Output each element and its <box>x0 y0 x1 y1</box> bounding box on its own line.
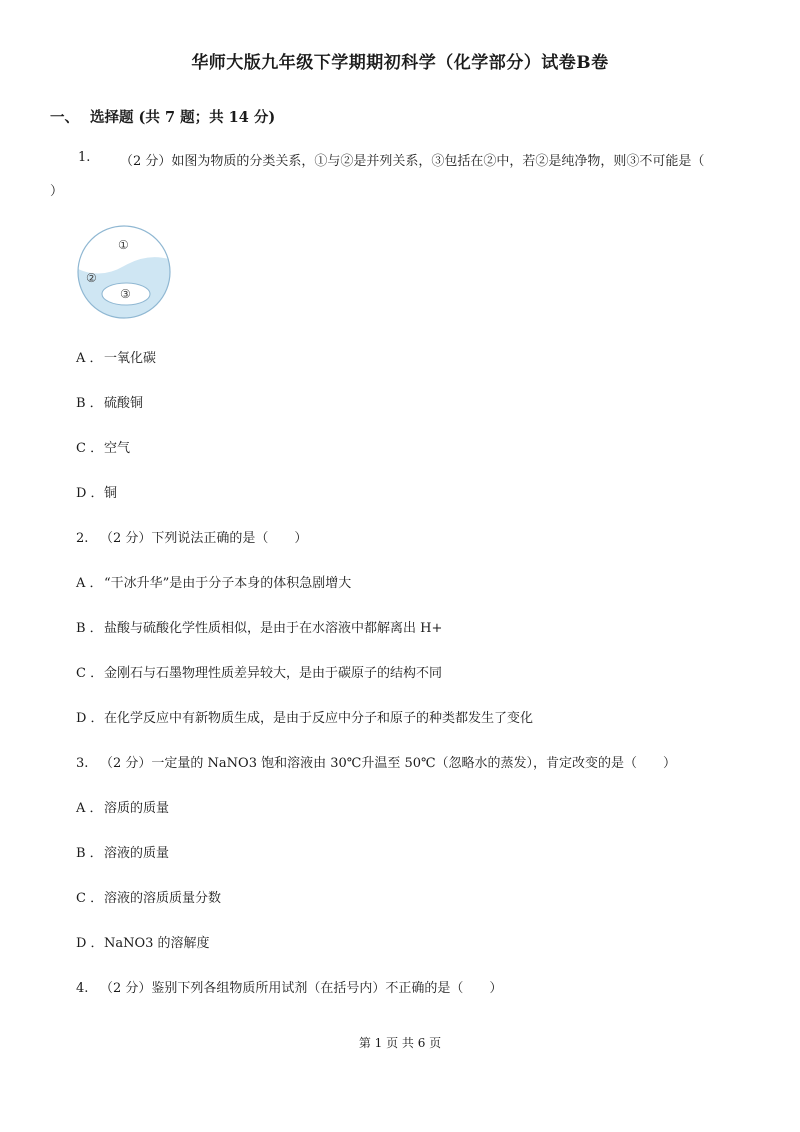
question-4-number: 4. <box>76 981 89 996</box>
diagram-label-1: ① <box>118 238 129 252</box>
option-text: 溶质的质量 <box>104 801 170 816</box>
question-2-option-a <box>76 572 351 591</box>
question-4-stem: （2 分）鉴别下列各组物质所用试剂（在括号内）不正确的是（ ） <box>100 981 503 996</box>
question-1-option-a <box>76 347 156 366</box>
question-1-number: 1. <box>78 150 91 165</box>
question-3-stem: （2 分）一定量的 NaNO3 饱和溶液由 30℃升温至 50℃（忽略水的蒸发），肯定改变的是（ ） <box>100 756 677 771</box>
classification-diagram <box>76 224 172 320</box>
question-3-option-d <box>76 932 210 951</box>
option-text: 铜 <box>104 486 118 501</box>
option-label: A ． <box>76 801 103 816</box>
question-2-option-b <box>76 617 442 636</box>
question-2-option-c <box>76 662 442 681</box>
option-text: 盐酸与硫酸化学性质相似，是由于在水溶液中都解离出 H+ <box>104 621 443 636</box>
option-text: 空气 <box>104 441 131 456</box>
question-3-option-c <box>76 887 221 906</box>
question-4 <box>76 977 502 996</box>
question-2 <box>76 527 307 546</box>
section-heading <box>50 106 275 127</box>
question-2-number: 2. <box>76 531 89 546</box>
question-2-option-d <box>76 707 533 726</box>
option-text: 硫酸铜 <box>104 396 144 411</box>
option-text: 溶液的溶质质量分数 <box>104 891 222 906</box>
question-2-stem: （2 分）下列说法正确的是（ ） <box>100 531 308 546</box>
option-label: C ． <box>76 666 104 681</box>
question-3-option-b <box>76 842 169 861</box>
option-label: D ． <box>76 486 104 501</box>
question-3 <box>76 752 676 771</box>
question-3-number: 3. <box>76 756 89 771</box>
section-number: 一、 <box>50 109 79 126</box>
option-text: 金刚石与石墨物理性质差异较大，是由于碳原子的结构不同 <box>104 666 443 681</box>
option-label: A ． <box>76 576 103 591</box>
option-label: D ． <box>76 711 104 726</box>
page-title: 华师大版九年级下学期期初科学（化学部分）试卷B卷 <box>191 53 609 73</box>
option-label: B ． <box>76 396 103 411</box>
option-text: NaNO3 的溶解度 <box>104 936 210 951</box>
option-text: 一氧化碳 <box>104 351 157 366</box>
question-1-stem: （2 分）如图为物质的分类关系，①与②是并列关系，③包括在②中，若②是纯净物，则③不可能是（ <box>120 154 705 169</box>
question-1-option-d <box>76 482 117 501</box>
option-text: 在化学反应中有新物质生成，是由于反应中分子和原子的种类都发生了变化 <box>104 711 534 726</box>
option-text: “干冰升华”是由于分子本身的体积急剧增大 <box>104 576 352 591</box>
page-footer: 第 1 页 共 6 页 <box>358 1036 442 1050</box>
section-label: 选择题 (共 7 题；共 14 分) <box>90 109 276 126</box>
option-label: C ． <box>76 891 104 906</box>
option-label: B ． <box>76 621 103 636</box>
question-1-option-c <box>76 437 130 456</box>
diagram-label-3: ③ <box>120 287 131 301</box>
option-label: B ． <box>76 846 103 861</box>
question-3-option-a <box>76 797 169 816</box>
option-label: A ． <box>76 351 103 366</box>
option-label: D ． <box>76 936 104 951</box>
option-text: 溶液的质量 <box>104 846 170 861</box>
diagram-label-2: ② <box>86 271 97 285</box>
option-label: C ． <box>76 441 104 456</box>
question-1-stem-tail: ） <box>50 184 64 199</box>
question-1-option-b <box>76 392 143 411</box>
